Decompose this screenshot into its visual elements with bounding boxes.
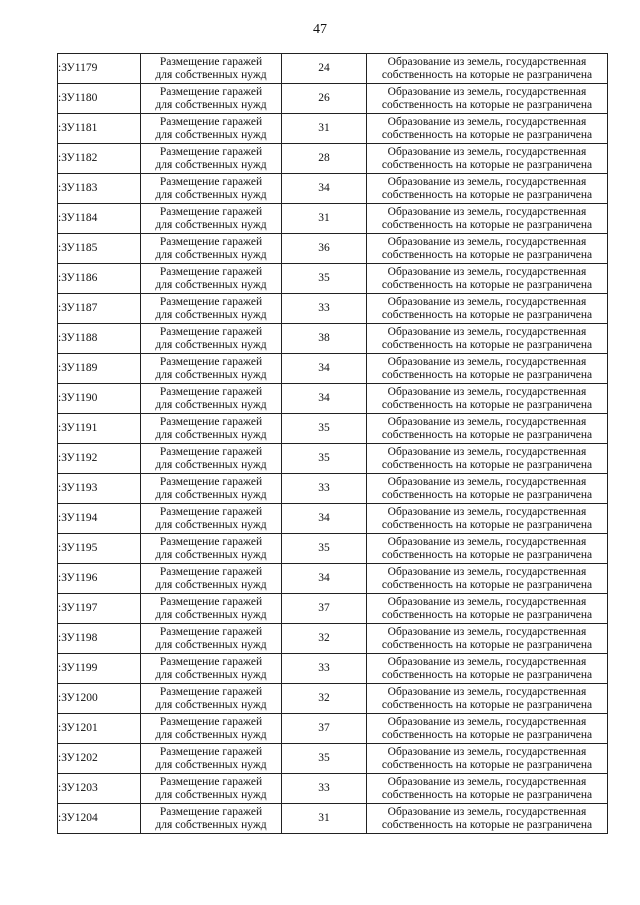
- area-cell: [282, 324, 367, 354]
- permitted-use-cell: [141, 144, 282, 174]
- formation-method-cell: [367, 174, 608, 204]
- area-cell: [282, 294, 367, 324]
- formation-method-line: Образование из земель, государственная: [387, 415, 587, 428]
- formation-method-line: Образование из земель, государственная: [387, 445, 587, 458]
- plot-area: 37: [318, 602, 330, 614]
- formation-method-cell: [367, 444, 608, 474]
- formation-method-cell: [367, 714, 608, 744]
- area-cell: [282, 114, 367, 144]
- plot-id-cell: [58, 744, 141, 774]
- permitted-use-line: Размещение гаражей: [159, 565, 263, 578]
- table-row: [58, 384, 608, 414]
- plot-id-cell: [58, 114, 141, 144]
- table-row: [58, 624, 608, 654]
- plot-id-cell: [58, 654, 141, 684]
- table-row: [58, 234, 608, 264]
- plot-id-cell: [58, 534, 141, 564]
- permitted-use-line: для собственных нужд: [155, 428, 267, 441]
- permitted-use-line: Размещение гаражей: [159, 355, 263, 368]
- table-row: [58, 444, 608, 474]
- permitted-use-line: для собственных нужд: [155, 818, 267, 831]
- table-row: [58, 594, 608, 624]
- formation-method-cell: [367, 774, 608, 804]
- formation-method-cell: [367, 744, 608, 774]
- formation-method-line: собственность на которые не разграничена: [381, 758, 593, 771]
- formation-method-cell: [367, 534, 608, 564]
- formation-method-cell: [367, 234, 608, 264]
- plot-area: 34: [318, 392, 330, 404]
- formation-method-line: Образование из земель, государственная: [387, 325, 587, 338]
- plot-id-cell: [58, 144, 141, 174]
- formation-method-line: собственность на которые не разграничена: [381, 308, 593, 321]
- formation-method-line: Образование из земель, государственная: [387, 235, 587, 248]
- formation-method-line: собственность на которые не разграничена: [381, 188, 593, 201]
- area-cell: [282, 264, 367, 294]
- plot-id: :ЗУ1179: [58, 62, 98, 74]
- formation-method-line: собственность на которые не разграничена: [381, 428, 593, 441]
- formation-method-cell: [367, 624, 608, 654]
- permitted-use-line: для собственных нужд: [155, 278, 267, 291]
- permitted-use-cell: [141, 354, 282, 384]
- formation-method-line: Образование из земель, государственная: [387, 595, 587, 608]
- permitted-use-line: Размещение гаражей: [159, 325, 263, 338]
- formation-method-line: Образование из земель, государственная: [387, 55, 587, 68]
- permitted-use-line: Размещение гаражей: [159, 505, 263, 518]
- formation-method-cell: [367, 414, 608, 444]
- permitted-use-line: Размещение гаражей: [159, 85, 263, 98]
- plot-area: 33: [318, 302, 330, 314]
- table-row: [58, 714, 608, 744]
- plot-area: 34: [318, 572, 330, 584]
- plot-id-cell: [58, 624, 141, 654]
- formation-method-line: собственность на которые не разграничена: [381, 548, 593, 561]
- formation-method-line: Образование из земель, государственная: [387, 805, 587, 818]
- plot-id: :ЗУ1186: [58, 272, 98, 284]
- plot-area: 26: [318, 92, 330, 104]
- plot-id: :ЗУ1195: [58, 542, 98, 554]
- area-cell: [282, 144, 367, 174]
- formation-method-line: собственность на которые не разграничена: [381, 158, 593, 171]
- plot-id: :ЗУ1183: [58, 182, 98, 194]
- permitted-use-line: для собственных нужд: [155, 758, 267, 771]
- plot-area: 34: [318, 362, 330, 374]
- area-cell: [282, 654, 367, 684]
- table-row: [58, 414, 608, 444]
- permitted-use-line: для собственных нужд: [155, 488, 267, 501]
- plot-id: :ЗУ1181: [58, 122, 98, 134]
- permitted-use-line: Размещение гаражей: [159, 805, 263, 818]
- land-plots-table: [57, 53, 608, 834]
- plot-id-cell: [58, 444, 141, 474]
- plot-area: 33: [318, 662, 330, 674]
- plot-id-cell: [58, 804, 141, 834]
- formation-method-line: собственность на которые не разграничена: [381, 398, 593, 411]
- table-row: [58, 804, 608, 834]
- formation-method-line: Образование из земель, государственная: [387, 715, 587, 728]
- plot-id-cell: [58, 414, 141, 444]
- plot-id-cell: [58, 354, 141, 384]
- plot-id-cell: [58, 294, 141, 324]
- formation-method-line: собственность на которые не разграничена: [381, 608, 593, 621]
- plot-id: :ЗУ1202: [58, 752, 98, 764]
- plot-area: 33: [318, 482, 330, 494]
- permitted-use-line: Размещение гаражей: [159, 295, 263, 308]
- plot-id-cell: [58, 774, 141, 804]
- formation-method-cell: [367, 594, 608, 624]
- table-row: [58, 474, 608, 504]
- table-row: [58, 54, 608, 84]
- permitted-use-line: Размещение гаражей: [159, 415, 263, 428]
- formation-method-line: собственность на которые не разграничена: [381, 338, 593, 351]
- page-number: 47: [313, 22, 327, 37]
- area-cell: [282, 54, 367, 84]
- plot-area: 35: [318, 752, 330, 764]
- plot-id: :ЗУ1190: [58, 392, 98, 404]
- permitted-use-cell: [141, 444, 282, 474]
- plot-id-cell: [58, 564, 141, 594]
- plot-id: :ЗУ1189: [58, 362, 98, 374]
- permitted-use-cell: [141, 54, 282, 84]
- formation-method-line: Образование из земель, государственная: [387, 175, 587, 188]
- plot-id: :ЗУ1201: [58, 722, 98, 734]
- permitted-use-line: Размещение гаражей: [159, 685, 263, 698]
- formation-method-line: Образование из земель, государственная: [387, 565, 587, 578]
- plot-id: :ЗУ1200: [58, 692, 98, 704]
- permitted-use-cell: [141, 564, 282, 594]
- formation-method-line: Образование из земель, государственная: [387, 265, 587, 278]
- permitted-use-line: Размещение гаражей: [159, 115, 263, 128]
- permitted-use-line: для собственных нужд: [155, 308, 267, 321]
- formation-method-cell: [367, 474, 608, 504]
- plot-id: :ЗУ1196: [58, 572, 98, 584]
- area-cell: [282, 384, 367, 414]
- plot-id-cell: [58, 594, 141, 624]
- plot-area: 31: [318, 812, 330, 824]
- plot-area: 35: [318, 452, 330, 464]
- area-cell: [282, 174, 367, 204]
- permitted-use-cell: [141, 774, 282, 804]
- plot-id: :ЗУ1185: [58, 242, 98, 254]
- plot-id: :ЗУ1203: [58, 782, 98, 794]
- formation-method-line: Образование из земель, государственная: [387, 775, 587, 788]
- plot-id-cell: [58, 54, 141, 84]
- area-cell: [282, 204, 367, 234]
- area-cell: [282, 774, 367, 804]
- permitted-use-cell: [141, 714, 282, 744]
- formation-method-cell: [367, 54, 608, 84]
- permitted-use-line: для собственных нужд: [155, 698, 267, 711]
- permitted-use-line: Размещение гаражей: [159, 145, 263, 158]
- permitted-use-line: для собственных нужд: [155, 218, 267, 231]
- formation-method-cell: [367, 384, 608, 414]
- formation-method-cell: [367, 324, 608, 354]
- formation-method-line: собственность на которые не разграничена: [381, 578, 593, 591]
- formation-method-line: Образование из земель, государственная: [387, 145, 587, 158]
- permitted-use-line: Размещение гаражей: [159, 745, 263, 758]
- plot-id: :ЗУ1193: [58, 482, 98, 494]
- formation-method-line: Образование из земель, государственная: [387, 85, 587, 98]
- plot-area: 32: [318, 632, 330, 644]
- formation-method-cell: [367, 684, 608, 714]
- formation-method-line: Образование из земель, государственная: [387, 535, 587, 548]
- formation-method-line: Образование из земель, государственная: [387, 115, 587, 128]
- permitted-use-cell: [141, 174, 282, 204]
- formation-method-line: Образование из земель, государственная: [387, 355, 587, 368]
- table-row: [58, 114, 608, 144]
- formation-method-line: собственность на которые не разграничена: [381, 788, 593, 801]
- area-cell: [282, 744, 367, 774]
- table-row: [58, 144, 608, 174]
- formation-method-line: собственность на которые не разграничена: [381, 128, 593, 141]
- permitted-use-line: для собственных нужд: [155, 518, 267, 531]
- table-row: [58, 564, 608, 594]
- plot-id-cell: [58, 384, 141, 414]
- formation-method-line: Образование из земель, государственная: [387, 385, 587, 398]
- permitted-use-cell: [141, 264, 282, 294]
- plot-area: 33: [318, 782, 330, 794]
- area-cell: [282, 234, 367, 264]
- table-row: [58, 264, 608, 294]
- permitted-use-line: для собственных нужд: [155, 158, 267, 171]
- permitted-use-line: для собственных нужд: [155, 788, 267, 801]
- permitted-use-cell: [141, 744, 282, 774]
- permitted-use-cell: [141, 534, 282, 564]
- plot-area: 32: [318, 692, 330, 704]
- table-row: [58, 324, 608, 354]
- plot-id-cell: [58, 204, 141, 234]
- plot-id: :ЗУ1199: [58, 662, 98, 674]
- permitted-use-line: Размещение гаражей: [159, 205, 263, 218]
- plot-id-cell: [58, 264, 141, 294]
- permitted-use-line: для собственных нужд: [155, 98, 267, 111]
- plot-id: :ЗУ1204: [58, 812, 98, 824]
- table-row: [58, 534, 608, 564]
- formation-method-line: Образование из земель, государственная: [387, 475, 587, 488]
- permitted-use-line: Размещение гаражей: [159, 235, 263, 248]
- plot-area: 31: [318, 212, 330, 224]
- formation-method-line: собственность на которые не разграничена: [381, 818, 593, 831]
- permitted-use-cell: [141, 654, 282, 684]
- plot-area: 28: [318, 152, 330, 164]
- plot-id: :ЗУ1198: [58, 632, 98, 644]
- permitted-use-cell: [141, 114, 282, 144]
- permitted-use-line: Размещение гаражей: [159, 385, 263, 398]
- plot-id: :ЗУ1184: [58, 212, 98, 224]
- plot-area: 35: [318, 422, 330, 434]
- permitted-use-cell: [141, 594, 282, 624]
- formation-method-line: Образование из земель, государственная: [387, 655, 587, 668]
- formation-method-cell: [367, 84, 608, 114]
- permitted-use-line: для собственных нужд: [155, 638, 267, 651]
- area-cell: [282, 564, 367, 594]
- table-row: [58, 654, 608, 684]
- plot-id: :ЗУ1180: [58, 92, 98, 104]
- permitted-use-line: Размещение гаражей: [159, 655, 263, 668]
- table-row: [58, 174, 608, 204]
- formation-method-cell: [367, 564, 608, 594]
- plot-id: :ЗУ1192: [58, 452, 98, 464]
- plot-id-cell: [58, 174, 141, 204]
- area-cell: [282, 594, 367, 624]
- permitted-use-cell: [141, 504, 282, 534]
- plot-area: 35: [318, 542, 330, 554]
- formation-method-line: Образование из земель, государственная: [387, 205, 587, 218]
- permitted-use-line: Размещение гаражей: [159, 775, 263, 788]
- area-cell: [282, 474, 367, 504]
- plot-id-cell: [58, 84, 141, 114]
- formation-method-line: собственность на которые не разграничена: [381, 68, 593, 81]
- formation-method-line: собственность на которые не разграничена: [381, 518, 593, 531]
- permitted-use-cell: [141, 414, 282, 444]
- permitted-use-line: для собственных нужд: [155, 668, 267, 681]
- plot-area: 34: [318, 512, 330, 524]
- formation-method-cell: [367, 504, 608, 534]
- formation-method-line: Образование из земель, государственная: [387, 685, 587, 698]
- area-cell: [282, 624, 367, 654]
- plot-id: :ЗУ1187: [58, 302, 98, 314]
- table-row: [58, 774, 608, 804]
- plot-area: 31: [318, 122, 330, 134]
- permitted-use-cell: [141, 384, 282, 414]
- plot-id: :ЗУ1182: [58, 152, 98, 164]
- area-cell: [282, 84, 367, 114]
- formation-method-line: собственность на которые не разграничена: [381, 368, 593, 381]
- table-row: [58, 684, 608, 714]
- plot-id: :ЗУ1194: [58, 512, 98, 524]
- permitted-use-line: для собственных нужд: [155, 398, 267, 411]
- permitted-use-line: для собственных нужд: [155, 68, 267, 81]
- plot-id-cell: [58, 684, 141, 714]
- permitted-use-line: для собственных нужд: [155, 368, 267, 381]
- permitted-use-line: Размещение гаражей: [159, 265, 263, 278]
- permitted-use-cell: [141, 204, 282, 234]
- formation-method-cell: [367, 294, 608, 324]
- permitted-use-line: для собственных нужд: [155, 248, 267, 261]
- formation-method-line: собственность на которые не разграничена: [381, 488, 593, 501]
- plot-id-cell: [58, 474, 141, 504]
- formation-method-cell: [367, 354, 608, 384]
- permitted-use-cell: [141, 684, 282, 714]
- formation-method-cell: [367, 114, 608, 144]
- area-cell: [282, 714, 367, 744]
- table-row: [58, 294, 608, 324]
- plot-area: 36: [318, 242, 330, 254]
- permitted-use-line: для собственных нужд: [155, 128, 267, 141]
- plot-area: 35: [318, 272, 330, 284]
- table-body: [58, 54, 608, 834]
- permitted-use-line: Размещение гаражей: [159, 55, 263, 68]
- formation-method-line: собственность на которые не разграничена: [381, 638, 593, 651]
- plot-id-cell: [58, 234, 141, 264]
- permitted-use-line: для собственных нужд: [155, 548, 267, 561]
- formation-method-line: собственность на которые не разграничена: [381, 218, 593, 231]
- formation-method-line: собственность на которые не разграничена: [381, 248, 593, 261]
- permitted-use-line: Размещение гаражей: [159, 445, 263, 458]
- permitted-use-cell: [141, 324, 282, 354]
- permitted-use-line: для собственных нужд: [155, 338, 267, 351]
- permitted-use-line: Размещение гаражей: [159, 715, 263, 728]
- permitted-use-line: для собственных нужд: [155, 578, 267, 591]
- plot-id-cell: [58, 324, 141, 354]
- formation-method-line: Образование из земель, государственная: [387, 505, 587, 518]
- formation-method-line: Образование из земель, государственная: [387, 625, 587, 638]
- formation-method-line: Образование из земель, государственная: [387, 295, 587, 308]
- area-cell: [282, 444, 367, 474]
- formation-method-cell: [367, 204, 608, 234]
- permitted-use-line: для собственных нужд: [155, 728, 267, 741]
- formation-method-line: собственность на которые не разграничена: [381, 698, 593, 711]
- permitted-use-line: Размещение гаражей: [159, 595, 263, 608]
- permitted-use-cell: [141, 234, 282, 264]
- table-row: [58, 744, 608, 774]
- permitted-use-line: Размещение гаражей: [159, 175, 263, 188]
- permitted-use-line: Размещение гаражей: [159, 475, 263, 488]
- permitted-use-cell: [141, 84, 282, 114]
- permitted-use-line: для собственных нужд: [155, 458, 267, 471]
- permitted-use-line: для собственных нужд: [155, 188, 267, 201]
- formation-method-line: собственность на которые не разграничена: [381, 668, 593, 681]
- plot-id-cell: [58, 714, 141, 744]
- table-row: [58, 504, 608, 534]
- area-cell: [282, 684, 367, 714]
- formation-method-cell: [367, 804, 608, 834]
- formation-method-cell: [367, 264, 608, 294]
- table-row: [58, 204, 608, 234]
- permitted-use-line: Размещение гаражей: [159, 625, 263, 638]
- permitted-use-line: для собственных нужд: [155, 608, 267, 621]
- plot-area: 34: [318, 182, 330, 194]
- area-cell: [282, 354, 367, 384]
- table-row: [58, 84, 608, 114]
- formation-method-line: собственность на которые не разграничена: [381, 458, 593, 471]
- formation-method-line: собственность на которые не разграничена: [381, 98, 593, 111]
- permitted-use-cell: [141, 804, 282, 834]
- plot-area: 24: [318, 62, 330, 74]
- plot-id: :ЗУ1191: [58, 422, 98, 434]
- permitted-use-line: Размещение гаражей: [159, 535, 263, 548]
- plot-area: 38: [318, 332, 330, 344]
- formation-method-cell: [367, 654, 608, 684]
- formation-method-line: собственность на которые не разграничена: [381, 728, 593, 741]
- formation-method-line: собственность на которые не разграничена: [381, 278, 593, 291]
- area-cell: [282, 804, 367, 834]
- plot-id: :ЗУ1188: [58, 332, 98, 344]
- formation-method-cell: [367, 144, 608, 174]
- area-cell: [282, 504, 367, 534]
- permitted-use-cell: [141, 294, 282, 324]
- plot-id: :ЗУ1197: [58, 602, 98, 614]
- permitted-use-cell: [141, 474, 282, 504]
- plot-id-cell: [58, 504, 141, 534]
- area-cell: [282, 414, 367, 444]
- area-cell: [282, 534, 367, 564]
- plot-area: 37: [318, 722, 330, 734]
- formation-method-line: Образование из земель, государственная: [387, 745, 587, 758]
- table-row: [58, 354, 608, 384]
- permitted-use-cell: [141, 624, 282, 654]
